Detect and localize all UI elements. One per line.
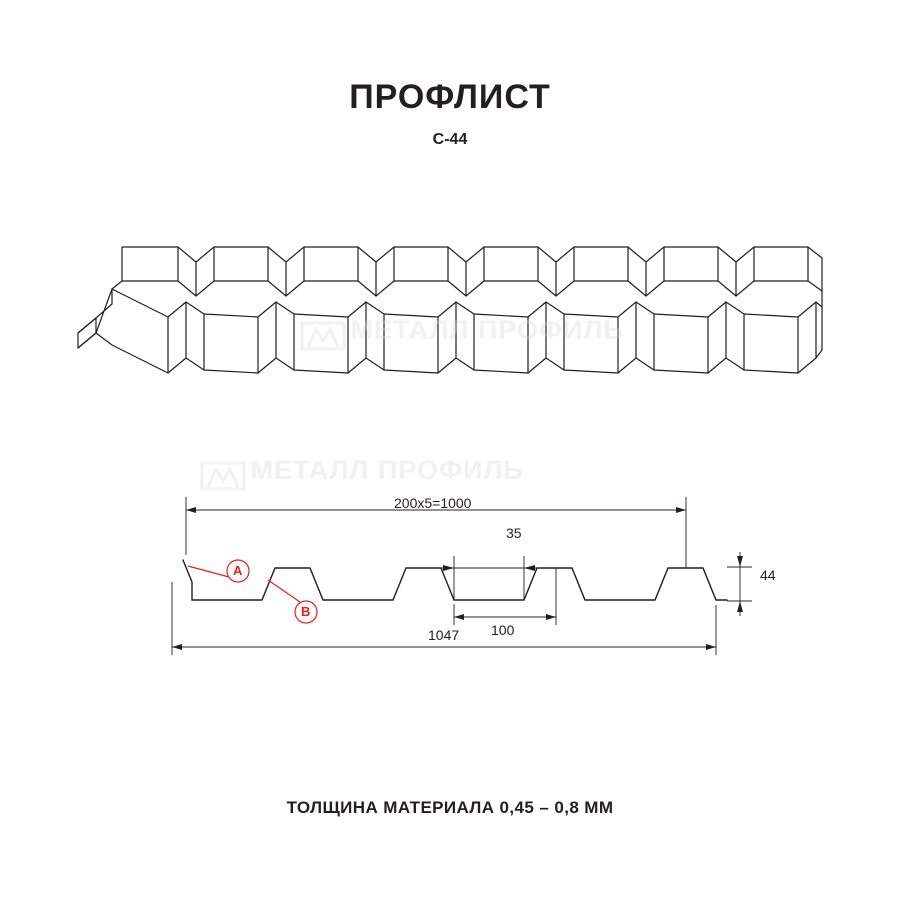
page-subtitle: С-44	[432, 131, 468, 148]
dimension-label-height: 44	[760, 567, 776, 583]
callout-leaders	[188, 560, 317, 623]
callout-b-label: B	[301, 604, 311, 619]
cross-section-profile	[183, 560, 727, 600]
watermark-text: МЕТАЛЛ ПРОФИЛЬ	[350, 315, 624, 345]
callout-a-label: A	[233, 563, 243, 578]
page-title: ПРОФЛИСТ	[349, 78, 551, 116]
dimension-label-top-span: 200x5=1000	[394, 495, 472, 511]
material-thickness-note: ТОЛЩИНА МАТЕРИАЛА 0,45 – 0,8 ММ	[286, 798, 614, 817]
dimension-label-rib-top: 35	[506, 525, 522, 541]
isometric-sheet-view	[78, 247, 822, 373]
dimension-label-rib-pitch: 100	[491, 622, 515, 638]
watermark-text: МЕТАЛЛ ПРОФИЛЬ	[250, 455, 524, 485]
dimension-label-overall-width: 1047	[428, 627, 460, 643]
